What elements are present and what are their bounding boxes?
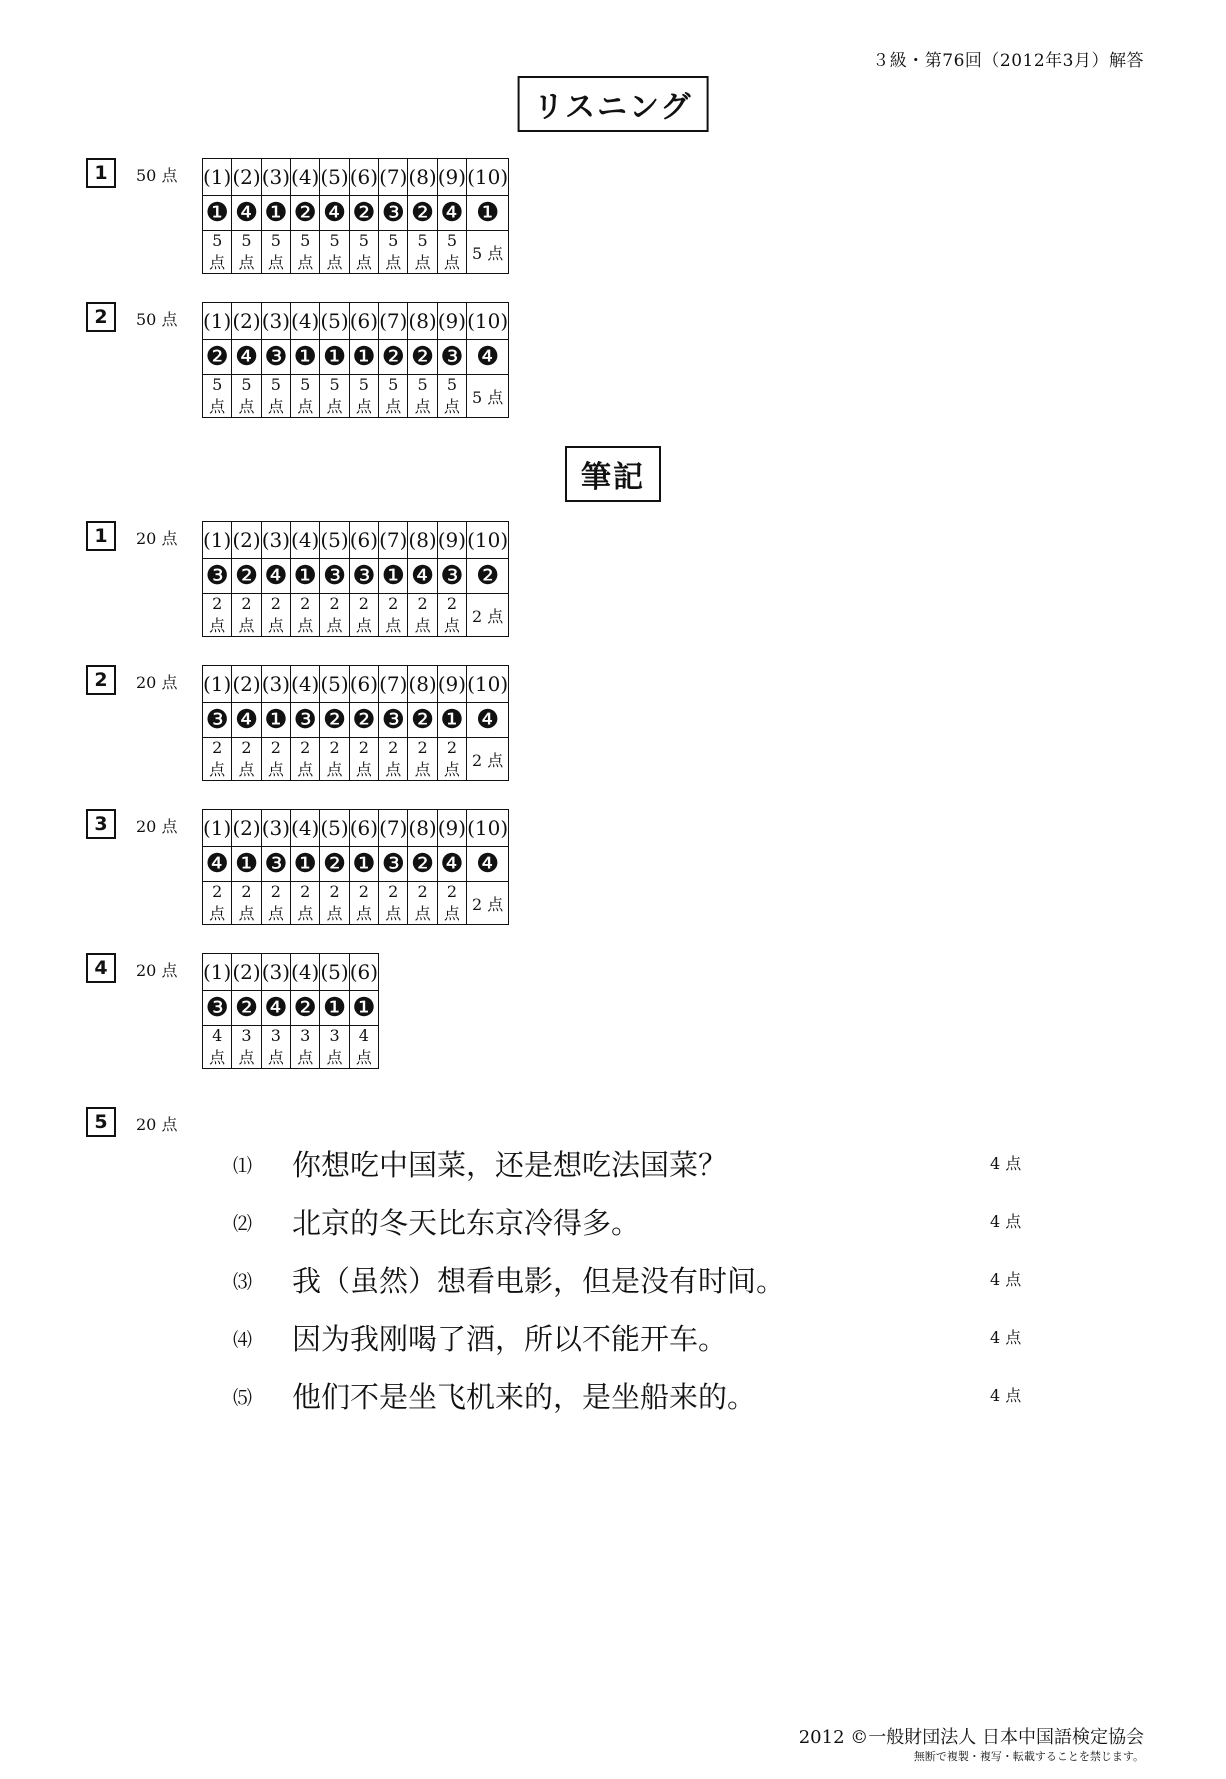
item-number: (3) [261, 954, 290, 991]
item-score: 2 点 [203, 738, 232, 781]
item-score: 5 点 [291, 375, 320, 418]
item-score: 5 点 [349, 231, 378, 274]
item-number: (1) [203, 666, 232, 703]
item-score: 5 点 [349, 375, 378, 418]
item-score: 3 点 [291, 1026, 320, 1069]
answer-table [202, 665, 509, 781]
copyright: 2012 ©一般財団法人 日本中国語検定協会 [798, 1727, 1144, 1748]
item-number: (2) [232, 303, 261, 340]
answer-choice: ❹ [467, 340, 509, 375]
item-number: (1) [203, 522, 232, 559]
answer-choice: ❷ [467, 559, 509, 594]
item-score: 2 点 [437, 882, 466, 925]
item-score: 4 点 [203, 1026, 232, 1069]
answer-choice: ❷ [408, 847, 437, 882]
item-number: (3) [261, 303, 290, 340]
item-number: (4) [291, 954, 320, 991]
item-score: 2 点 [379, 882, 408, 925]
item-score: 5 点 [261, 375, 290, 418]
sentence-number: ⑶ [233, 1271, 253, 1293]
answer-choice: ❸ [437, 340, 466, 375]
item-number: (10) [467, 666, 509, 703]
item-number: (7) [379, 159, 408, 196]
answer-sentence [0, 1201, 1226, 1245]
item-number: (3) [261, 666, 290, 703]
item-score: 2 点 [261, 882, 290, 925]
item-score: 2 点 [261, 738, 290, 781]
item-score: 2 点 [349, 594, 378, 637]
answer-choice: ❶ [291, 340, 320, 375]
answer-choice: ❶ [261, 196, 290, 231]
answer-table [202, 521, 509, 637]
item-score: 5 点 [408, 231, 437, 274]
answer-choice: ❷ [203, 340, 232, 375]
answer-choice: ❶ [437, 703, 466, 738]
question-number: 3 [86, 809, 116, 839]
answer-choice: ❹ [261, 559, 290, 594]
question-points: 50 点 [136, 166, 178, 185]
sentence-text: 他们不是坐飞机来的，是坐船来的。 [292, 1380, 757, 1414]
answer-choice: ❷ [408, 340, 437, 375]
item-score: 2 点 [408, 738, 437, 781]
answer-choice: ❹ [437, 847, 466, 882]
item-score: 5 点 [467, 375, 509, 418]
item-score: 2 点 [320, 594, 349, 637]
answer-choice: ❶ [379, 559, 408, 594]
question-number: 1 [86, 158, 116, 188]
answer-choice: ❶ [320, 340, 349, 375]
answer-choice: ❹ [232, 703, 261, 738]
item-score: 2 点 [379, 594, 408, 637]
answer-choice: ❸ [320, 559, 349, 594]
item-score: 2 点 [437, 594, 466, 637]
item-number: (9) [437, 666, 466, 703]
item-score: 3 点 [261, 1026, 290, 1069]
answer-choice: ❸ [261, 847, 290, 882]
sentence-text: 你想吃中国菜，还是想吃法国菜？ [292, 1148, 728, 1182]
answer-choice: ❶ [203, 196, 232, 231]
section-title-listening: リスニング [518, 76, 709, 132]
item-score: 2 点 [203, 882, 232, 925]
item-score: 2 点 [291, 594, 320, 637]
item-number: (10) [467, 159, 509, 196]
item-number: (4) [291, 159, 320, 196]
item-number: (4) [291, 810, 320, 847]
item-score: 2 点 [437, 738, 466, 781]
answer-table [202, 158, 509, 274]
answer-choice: ❶ [232, 847, 261, 882]
item-score: 2 点 [320, 738, 349, 781]
item-score: 2 点 [291, 738, 320, 781]
item-number: (2) [232, 954, 261, 991]
copyright-notice: 無断で複製・複写・転載することを禁じます。 [913, 1750, 1144, 1763]
item-number: (4) [291, 666, 320, 703]
item-score: 5 点 [203, 375, 232, 418]
item-number: (8) [408, 303, 437, 340]
item-score: 5 点 [320, 375, 349, 418]
item-score: 2 点 [349, 882, 378, 925]
sentence-number: ⑴ [233, 1155, 253, 1177]
item-number: (7) [379, 303, 408, 340]
sentence-number: ⑷ [233, 1329, 253, 1351]
answer-choice: ❸ [379, 703, 408, 738]
item-number: (5) [320, 666, 349, 703]
sentence-points: 4 点 [990, 1154, 1022, 1173]
question-points: 20 点 [136, 1115, 178, 1134]
item-score: 2 点 [291, 882, 320, 925]
item-score: 5 点 [203, 231, 232, 274]
item-number: (6) [349, 666, 378, 703]
item-number: (6) [349, 159, 378, 196]
item-number: (4) [291, 522, 320, 559]
answer-choice: ❸ [379, 196, 408, 231]
answer-choice: ❷ [291, 196, 320, 231]
item-score: 5 点 [379, 231, 408, 274]
item-score: 2 点 [467, 594, 509, 637]
item-score: 2 点 [261, 594, 290, 637]
answer-choice: ❶ [291, 847, 320, 882]
answer-choice: ❹ [467, 703, 509, 738]
item-number: (7) [379, 810, 408, 847]
answer-table [202, 809, 509, 925]
item-score: 5 点 [291, 231, 320, 274]
item-score: 5 点 [437, 375, 466, 418]
answer-choice: ❷ [320, 703, 349, 738]
sentence-points: 4 点 [990, 1212, 1022, 1231]
item-number: (7) [379, 666, 408, 703]
item-score: 2 点 [232, 882, 261, 925]
section-title-writing: 筆記 [565, 446, 661, 502]
answer-choice: ❹ [408, 559, 437, 594]
answer-choice: ❸ [203, 559, 232, 594]
item-number: (5) [320, 810, 349, 847]
answer-choice: ❸ [437, 559, 466, 594]
answer-choice: ❷ [320, 847, 349, 882]
answer-table [202, 302, 509, 418]
item-number: (2) [232, 666, 261, 703]
question-points: 20 点 [136, 673, 178, 692]
answer-choice: ❹ [437, 196, 466, 231]
item-score: 2 点 [203, 594, 232, 637]
item-number: (8) [408, 810, 437, 847]
item-number: (4) [291, 303, 320, 340]
answer-choice: ❸ [203, 703, 232, 738]
item-number: (2) [232, 159, 261, 196]
sentence-text: 北京的冬天比东京冷得多。 [292, 1206, 641, 1240]
item-number: (5) [320, 522, 349, 559]
item-number: (3) [261, 522, 290, 559]
answer-choice: ❷ [349, 703, 378, 738]
answer-choice: ❹ [261, 991, 290, 1026]
item-number: (2) [232, 810, 261, 847]
item-number: (8) [408, 666, 437, 703]
item-number: (9) [437, 303, 466, 340]
item-number: (10) [467, 303, 509, 340]
answer-choice: ❸ [379, 847, 408, 882]
sentence-number: ⑵ [233, 1213, 253, 1235]
sentence-points: 4 点 [990, 1328, 1022, 1347]
item-score: 2 点 [379, 738, 408, 781]
answer-choice: ❸ [291, 703, 320, 738]
item-score: 5 点 [379, 375, 408, 418]
item-score: 5 点 [320, 231, 349, 274]
item-number: (9) [437, 522, 466, 559]
item-number: (6) [349, 303, 378, 340]
answer-choice: ❶ [349, 340, 378, 375]
answer-choice: ❸ [203, 991, 232, 1026]
item-number: (10) [467, 522, 509, 559]
item-score: 2 点 [467, 738, 509, 781]
question-points: 20 点 [136, 817, 178, 836]
answer-sentence [0, 1259, 1226, 1303]
item-number: (9) [437, 159, 466, 196]
item-number: (5) [320, 954, 349, 991]
item-score: 5 点 [408, 375, 437, 418]
question-number: 4 [86, 953, 116, 983]
answer-sentence [0, 1317, 1226, 1361]
answer-choice: ❹ [467, 847, 509, 882]
question-number: 2 [86, 665, 116, 695]
sentence-points: 4 点 [990, 1270, 1022, 1289]
answer-sentence [0, 1375, 1226, 1419]
item-number: (3) [261, 810, 290, 847]
answer-choice: ❸ [349, 559, 378, 594]
answer-choice: ❷ [379, 340, 408, 375]
item-number: (1) [203, 159, 232, 196]
item-score: 2 点 [408, 594, 437, 637]
answer-choice: ❸ [261, 340, 290, 375]
answer-choice: ❶ [261, 703, 290, 738]
answer-choice: ❶ [349, 847, 378, 882]
answer-table [202, 953, 379, 1069]
item-score: 5 点 [437, 231, 466, 274]
sentence-points: 4 点 [990, 1386, 1022, 1405]
question-points: 20 点 [136, 529, 178, 548]
item-number: (8) [408, 159, 437, 196]
item-score: 3 点 [232, 1026, 261, 1069]
item-score: 5 点 [232, 231, 261, 274]
item-number: (3) [261, 159, 290, 196]
item-number: (6) [349, 954, 378, 991]
answer-choice: ❶ [291, 559, 320, 594]
answer-choice: ❹ [232, 340, 261, 375]
item-score: 2 点 [320, 882, 349, 925]
sentence-text: 因为我刚喝了酒，所以不能开车。 [292, 1322, 728, 1356]
answer-choice: ❷ [232, 559, 261, 594]
item-number: (10) [467, 810, 509, 847]
answer-choice: ❹ [320, 196, 349, 231]
item-score: 2 点 [408, 882, 437, 925]
answer-choice: ❷ [408, 196, 437, 231]
item-score: 2 点 [467, 882, 509, 925]
item-score: 5 点 [232, 375, 261, 418]
sentence-text: 我（虽然）想看电影，但是没有时间。 [292, 1264, 786, 1298]
page-header: ３級・第76回（2012年3月）解答 [872, 51, 1144, 71]
item-score: 3 点 [320, 1026, 349, 1069]
answer-choice: ❷ [408, 703, 437, 738]
answer-choice: ❹ [203, 847, 232, 882]
answer-choice: ❶ [349, 991, 378, 1026]
item-number: (9) [437, 810, 466, 847]
answer-sentence [0, 1143, 1226, 1187]
answer-choice: ❷ [349, 196, 378, 231]
item-number: (2) [232, 522, 261, 559]
item-score: 5 点 [261, 231, 290, 274]
question-number: 2 [86, 302, 116, 332]
item-score: 4 点 [349, 1026, 378, 1069]
item-number: (6) [349, 810, 378, 847]
question-number: 1 [86, 521, 116, 551]
item-number: (5) [320, 159, 349, 196]
answer-choice: ❶ [467, 196, 509, 231]
item-score: 2 点 [232, 738, 261, 781]
sentence-number: ⑸ [233, 1387, 253, 1409]
item-score: 2 点 [349, 738, 378, 781]
item-score: 2 点 [232, 594, 261, 637]
item-number: (1) [203, 303, 232, 340]
answer-choice: ❹ [232, 196, 261, 231]
item-number: (1) [203, 810, 232, 847]
answer-choice: ❷ [291, 991, 320, 1026]
item-number: (6) [349, 522, 378, 559]
item-number: (8) [408, 522, 437, 559]
question-points: 20 点 [136, 961, 178, 980]
answer-choice: ❶ [320, 991, 349, 1026]
answer-choice: ❷ [232, 991, 261, 1026]
question-points: 50 点 [136, 310, 178, 329]
item-number: (7) [379, 522, 408, 559]
item-score: 5 点 [467, 231, 509, 274]
question-number: 5 [86, 1107, 116, 1137]
item-number: (1) [203, 954, 232, 991]
item-number: (5) [320, 303, 349, 340]
